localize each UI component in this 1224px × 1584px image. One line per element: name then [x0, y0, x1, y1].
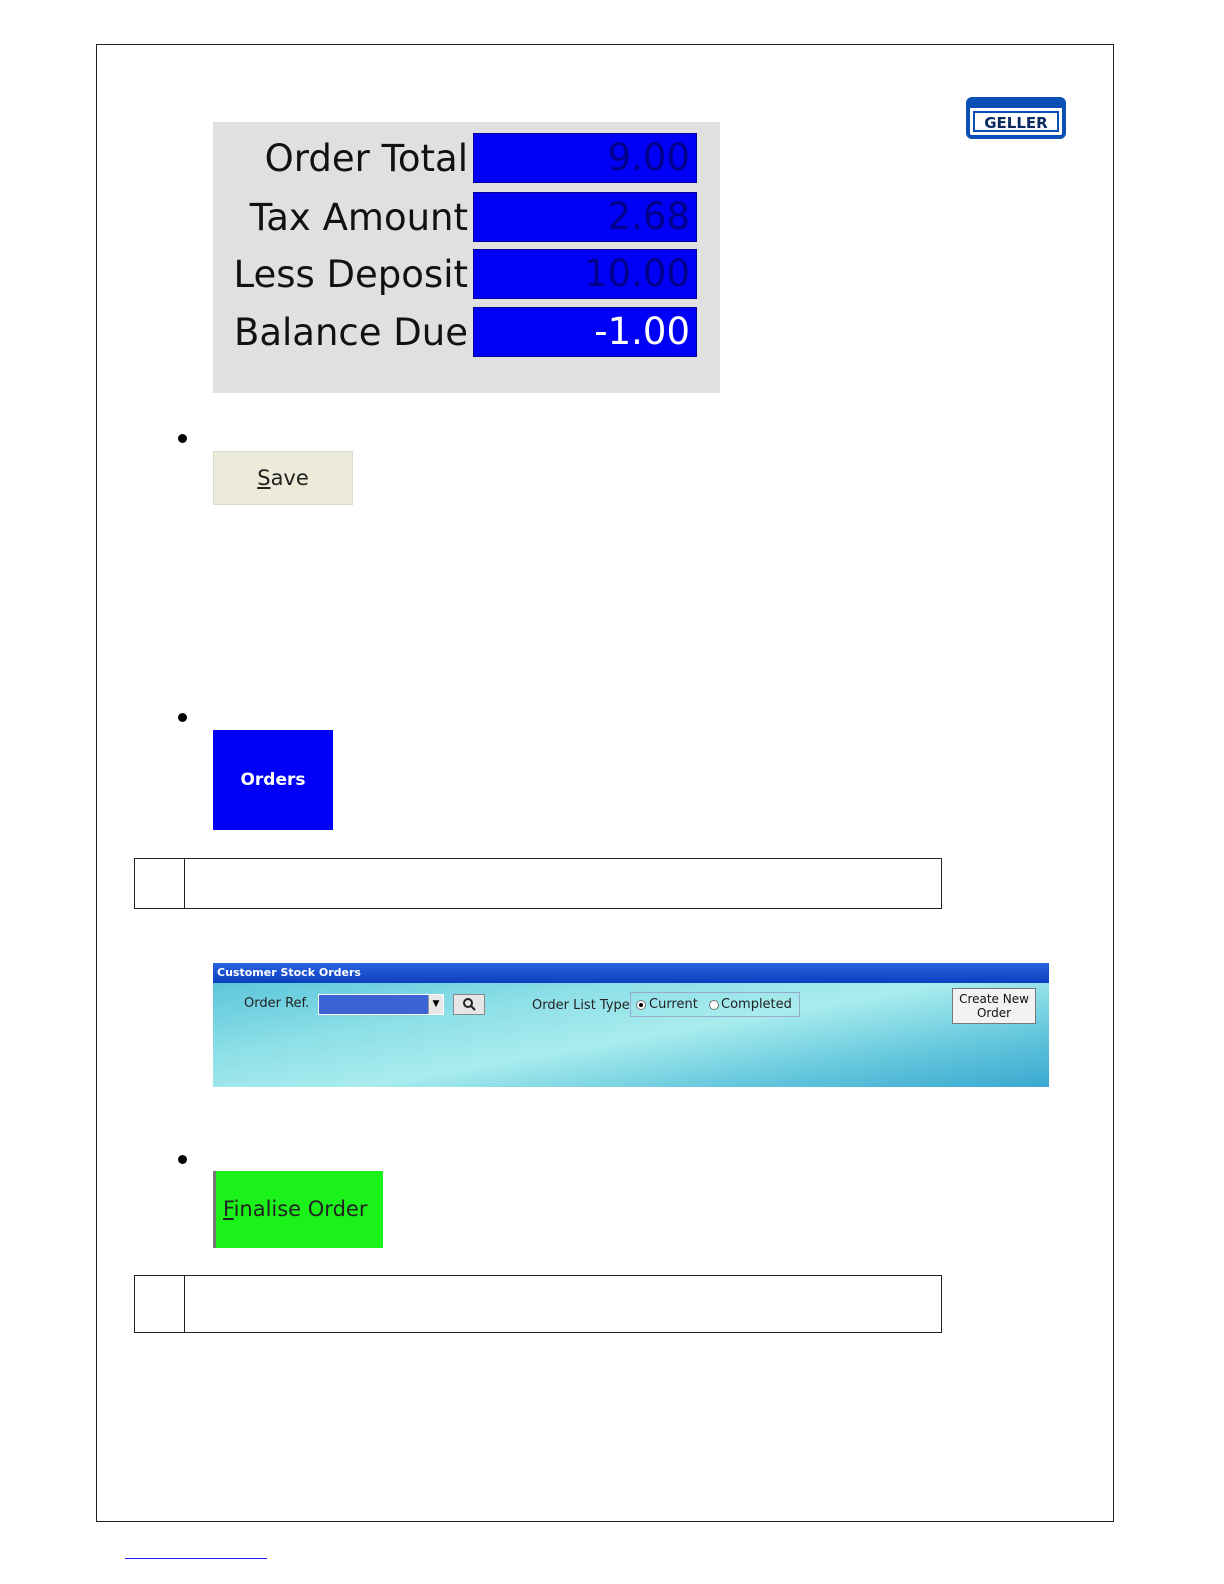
note-table-divider — [184, 1276, 185, 1332]
tax-amount-value: 2.68 — [473, 192, 697, 242]
order-ref-combobox[interactable] — [318, 994, 444, 1015]
note-table-divider — [184, 859, 185, 908]
less-deposit-label: Less Deposit — [233, 253, 468, 296]
balance-due-value: -1.00 — [473, 307, 697, 357]
order-total-label: Order Total — [264, 137, 468, 180]
geller-logo — [966, 97, 1066, 139]
balance-due-label: Balance Due — [233, 311, 468, 354]
create-new-order-button[interactable] — [952, 988, 1036, 1024]
bullet — [178, 713, 187, 722]
bullet — [178, 434, 187, 443]
note-table — [134, 858, 942, 909]
finalise-accel: F — [223, 1197, 234, 1221]
finalise-order-button[interactable] — [213, 1171, 383, 1248]
order-ref-label: Order Ref. — [244, 996, 310, 1011]
balance-due-row — [213, 307, 720, 359]
search-button[interactable] — [453, 994, 485, 1015]
tax-amount-row — [213, 192, 720, 244]
window-title: Customer Stock Orders — [213, 963, 1049, 983]
radio-completed[interactable] — [709, 1000, 719, 1010]
logo-text: GELLER — [984, 114, 1048, 132]
finalise-label: inalise Order — [233, 1197, 368, 1221]
tax-amount-label: Tax Amount — [249, 196, 468, 239]
chevron-down-icon[interactable]: ▼ — [428, 995, 443, 1014]
create-new-line2: Order — [976, 1006, 1012, 1020]
save-button[interactable] — [213, 451, 353, 505]
search-icon — [462, 997, 476, 1011]
orders-button[interactable]: Orders — [213, 730, 333, 830]
radio-current-label[interactable]: Current — [649, 997, 698, 1012]
footer-rule — [125, 1558, 267, 1559]
customer-stock-orders-window — [213, 963, 1049, 1087]
less-deposit-row — [213, 249, 720, 301]
order-total-row — [213, 133, 720, 185]
radio-completed-label[interactable]: Completed — [721, 997, 792, 1012]
order-totals-panel — [213, 122, 720, 393]
radio-current[interactable] — [636, 1000, 646, 1010]
less-deposit-value: 10.00 — [473, 249, 697, 299]
order-total-value: 9.00 — [473, 133, 697, 183]
bullet — [178, 1155, 187, 1164]
save-accel: S — [257, 466, 271, 490]
save-label: ave — [270, 466, 309, 490]
order-list-type-label: Order List Type — [532, 998, 630, 1013]
note-table — [134, 1275, 942, 1333]
create-new-line1: Create New — [959, 992, 1029, 1006]
order-list-type-group — [630, 992, 800, 1017]
